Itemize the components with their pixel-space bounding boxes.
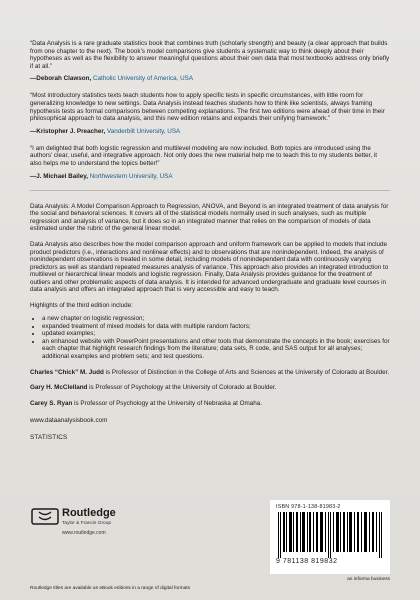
endorsement-3 — [30, 145, 390, 180]
barcode-digits: 9 781138 819832 — [276, 558, 338, 565]
endorsement-quote: “Most introductory statistics texts teach students how to apply specific tests in specific circumstances, with little room for generalizing knowledge to new settings. Data Analysis instead teaches students how to think like scientists, always framing hypothesis tests as formal comparisons between competing explanations. The first two editions were ahead of their time in their philosophical approach to data analysis, and this new edition retains and expands their unifying framework.” — [30, 92, 385, 123]
highlight-item: • an enhanced website with PowerPoint presentations and other tools that demonstrate the concepts in the book; exercises for each chapter that highlight research findings from the literature; data sets, R code, and SAS output for all analyses; additional examples and problem sets; and test questions. — [42, 338, 390, 361]
description-paragraph-2: Data Analysis also describes how the model comparison approach and uniform framework can be applied to models that include product predictors (i.e., interactions and nonlinear effects) and to observations that are nonindependent. Indeed, the analysis of nonindependent observations is treated in some detail, including models of nonindependent data with continuously varying predictors as well as standard repeated measures analysis of variance. This approach also provides an integrated introduction to multilevel or hierarchical linear models and logistic regression. Finally, Data Analysis provides guidance for the treatment of outliers and other problematic aspects of data analysis. It is intended for advanced undergraduate and graduate level courses in data analysis and offers an integrated approach that is very accessible and easy to teach. — [30, 240, 389, 294]
highlights-heading: Highlights of the third edition include: — [30, 302, 133, 310]
highlight-item: • updated examples; — [42, 330, 390, 338]
endorsement-attribution: —Kristopher J. Preacher, Vanderbilt University, USA — [30, 127, 181, 135]
endorser-affiliation: Northwestern University, USA — [89, 172, 173, 180]
isbn-barcode — [270, 500, 390, 574]
endorser-name: —J. Michael Bailey — [30, 172, 87, 180]
endorsement-attribution: —J. Michael Bailey, Northwestern University, USA — [30, 172, 173, 180]
subject-category: STATISTICS — [30, 434, 68, 442]
divider — [30, 190, 390, 191]
author-description: is Professor of Distinction in the College of Arts and Sciences at the University of Colorado at Boulder. — [103, 368, 390, 376]
informa-tagline: an informa business — [347, 577, 390, 582]
author-name: Carey S. Ryan — [30, 399, 73, 407]
endorser-name: —Kristopher J. Preacher — [30, 127, 104, 135]
publisher-url[interactable]: www.routledge.com — [62, 530, 106, 536]
endorser-affiliation: Vanderbilt University, USA — [107, 127, 181, 135]
description-paragraph-1: Data Analysis: A Model Comparison Approach to Regression, ANOVA, and Beyond is an integrated treatment of data analysis for the social and behavioral sciences. It covers all of the statistical models normally used in such analyses, such as multiple regression and analysis of variance, but it does so in an integrated manner that relies on the comparison of models of data estimated under the rubric of the general linear model. — [30, 202, 389, 233]
author-bio-2 — [30, 384, 390, 392]
publisher-group: Taylor & Francis Group — [62, 521, 112, 526]
highlight-item: • a new chapter on logistic regression; — [42, 315, 390, 323]
endorsement-attribution: —Deborah Clawson, Catholic University of America, USA — [30, 75, 194, 83]
author-description: is Professor of Psychology at the University of Nebraska at Omaha. — [72, 399, 263, 407]
highlight-item: • expanded treatment of mixed models for data with multiple random factors; — [42, 323, 390, 331]
cover-footer — [30, 500, 390, 600]
endorser-affiliation: Catholic University of America, USA — [92, 75, 194, 83]
highlights-list — [30, 315, 390, 361]
routledge-mark-icon — [30, 505, 60, 527]
website-link[interactable]: www.dataanalysisbook.com — [30, 417, 108, 425]
ebook-footnote: Routledge titles are available as eBook editions in a range of digital formats — [30, 586, 190, 591]
endorsement-1 — [30, 40, 390, 82]
endorser-name: —Deborah Clawson — [30, 75, 90, 83]
author-bio-1 — [30, 369, 390, 377]
endorsement-quote: “I am delighted that both logistic regression and multilevel modeling are now included. Both topics are introduced using the authors’ clear, useful, and integrative approach. Not only does the new material help me to teach this to my students better, it also helps me to understand the topics better!” — [30, 144, 377, 167]
publisher-name: Routledge — [62, 507, 116, 519]
author-name: Gary H. McClelland — [30, 384, 88, 392]
author-bio-3 — [30, 400, 390, 408]
barcode-icon — [276, 512, 384, 558]
author-name: Charles “Chick” M. Judd — [30, 368, 104, 376]
isbn-number: ISBN 978-1-138-81983-2 — [276, 504, 341, 510]
endorsement-quote: “Data Analysis is a rare graduate statistics book that combines truth (scholarly strength) and beauty (a clear approach that builds from one chapter to the next). The book’s model comparisons give students a systematic way to think deeply about their hypotheses as well as the flexibility to answer meaningful questions about their own data that most textbooks address only briefly if at all.” — [30, 40, 390, 70]
endorsement-2 — [30, 92, 390, 134]
publisher-logo — [30, 500, 150, 540]
author-description: is Professor of Psychology at the University of Colorado at Boulder. — [87, 384, 277, 392]
